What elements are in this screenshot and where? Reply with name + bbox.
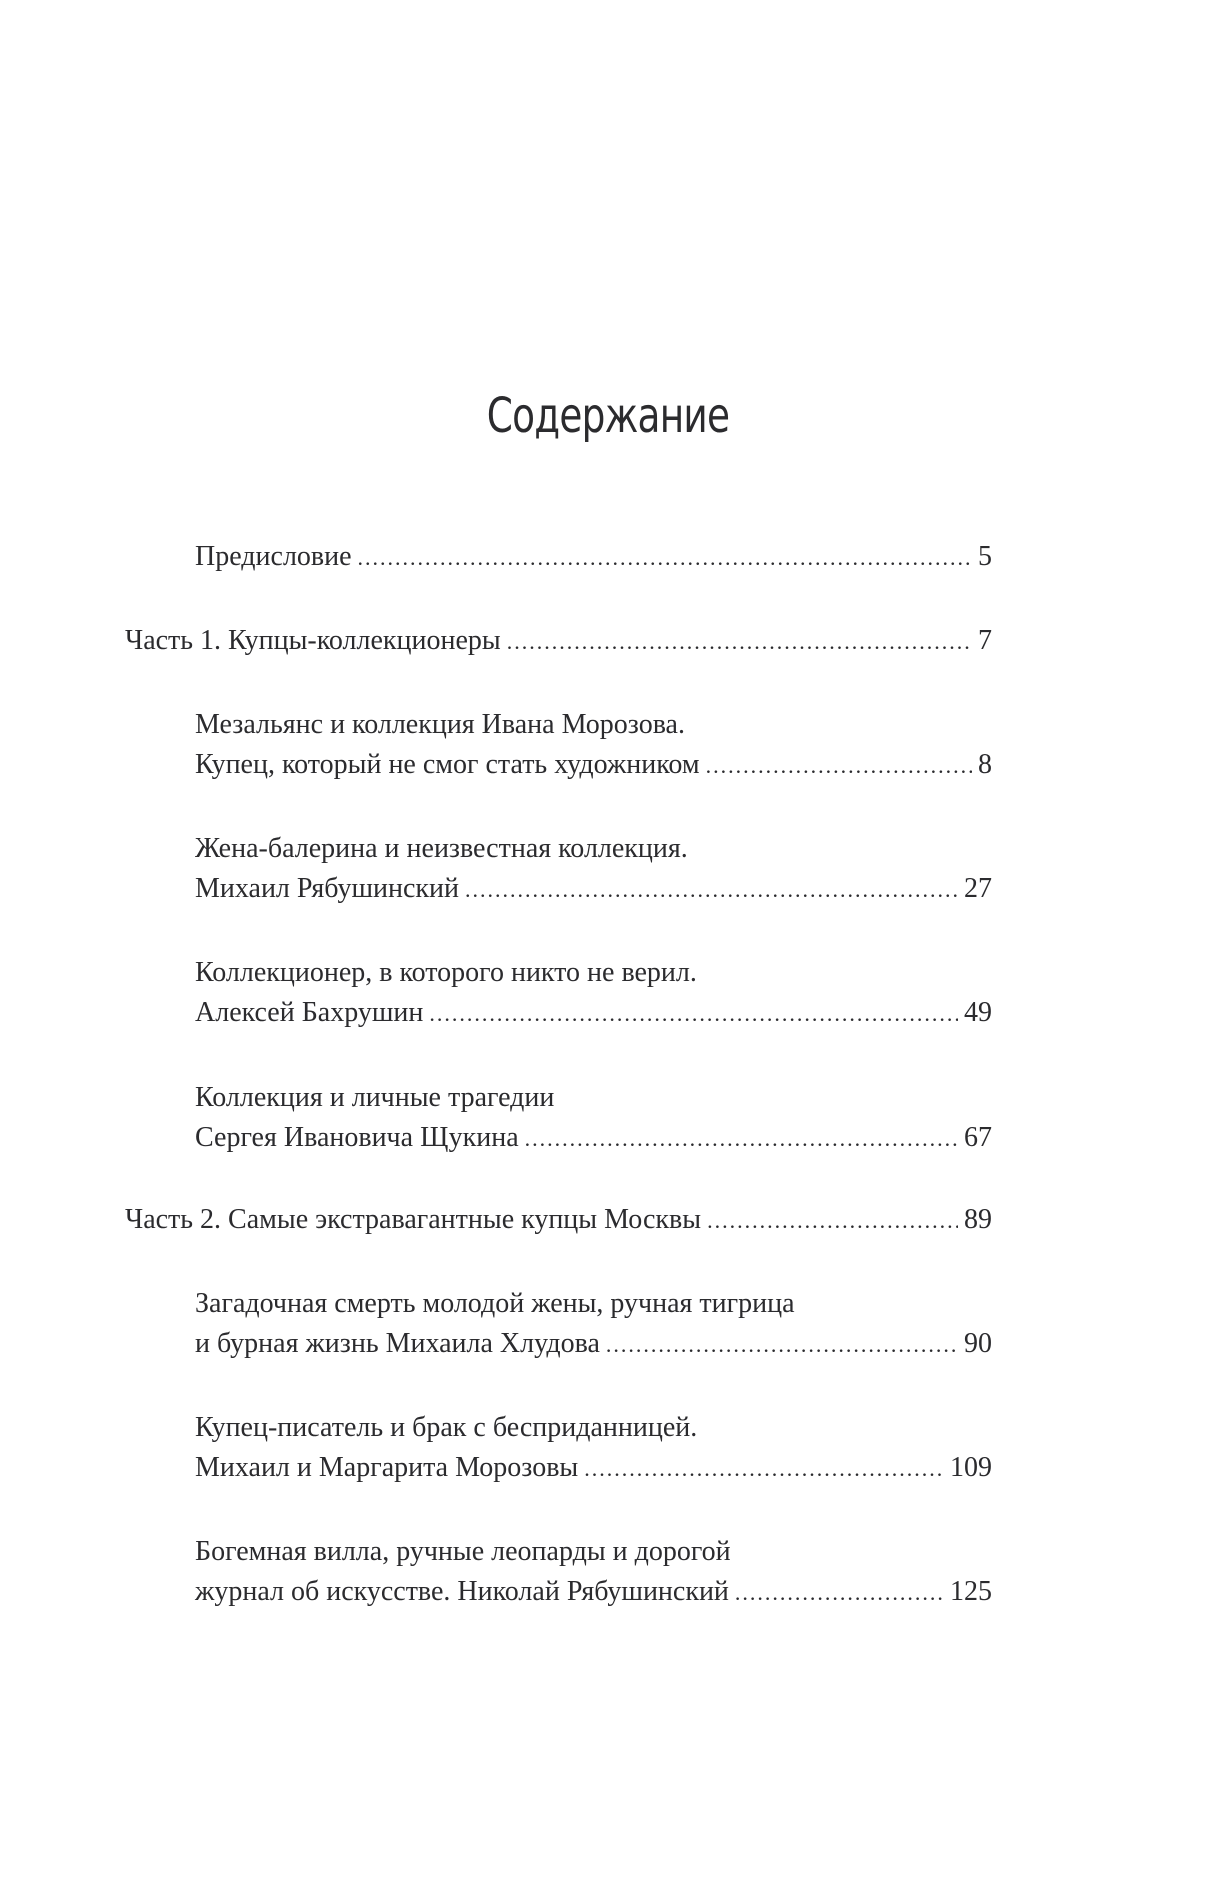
page-number: 109: [950, 1452, 992, 1483]
dot-leader: [707, 1201, 958, 1241]
toc-entry-line: [195, 869, 992, 910]
toc-entry-title: Часть 2. Самые экстравагантные купцы Москвы: [125, 1204, 702, 1235]
toc-entry-morozovy[interactable]: [195, 1408, 992, 1489]
toc-entry-line: [195, 745, 992, 786]
dot-leader: [706, 746, 972, 786]
toc-entry-title-line1: Коллекционер, в которого никто не верил.: [195, 957, 697, 988]
toc-entry-ryabushinsky-nikolai[interactable]: [195, 1532, 992, 1613]
toc-entry-title-line2: Михаил и Маргарита Морозовы: [195, 1452, 579, 1483]
toc-entry-title-line2: Сергея Ивановича Щукина: [195, 1122, 519, 1153]
dot-leader: [358, 538, 972, 578]
toc-entry-bakhrushin[interactable]: [195, 953, 992, 1034]
toc-entry-line: [125, 621, 992, 662]
toc-entry-title-line1: Коллекция и личные трагедии: [195, 1082, 555, 1113]
page-number: 67: [964, 1122, 992, 1153]
page-number: 125: [950, 1576, 992, 1607]
toc-entry-title-line2: Михаил Рябушинский: [195, 873, 459, 904]
toc-entry-title-line1: Купец-писатель и брак с бесприданницей.: [195, 1412, 698, 1443]
dot-leader: [584, 1449, 944, 1489]
toc-entry-preface[interactable]: [195, 537, 992, 578]
toc-entry-title-line2: Купец, который не смог стать художником: [195, 749, 700, 780]
page-number: 7: [978, 625, 992, 656]
toc-entry-line: [195, 1324, 992, 1365]
toc-entry-line: [195, 993, 992, 1034]
dot-leader: [525, 1119, 958, 1159]
toc-entry-title-line2: и бурная жизнь Михаила Хлудова: [195, 1328, 600, 1359]
toc-entry-part-1[interactable]: [125, 621, 992, 662]
page-number: 5: [978, 541, 992, 572]
dot-leader: [429, 994, 958, 1034]
toc-entry-khludov[interactable]: [195, 1284, 992, 1365]
toc-entry-title-line2: журнал об искусстве. Николай Рябушинский: [195, 1576, 729, 1607]
toc-entry-morozov-ivan[interactable]: [195, 705, 992, 786]
dot-leader: [606, 1325, 958, 1365]
toc-entry-line: [195, 1572, 992, 1613]
toc-entry-title-line1: Мезальянс и коллекция Ивана Морозова.: [195, 709, 685, 740]
page-number: 90: [964, 1328, 992, 1359]
dot-leader: [465, 870, 958, 910]
toc-entry-line: [195, 537, 992, 578]
page-title: Содержание: [486, 388, 730, 445]
toc-entry-shchukin[interactable]: [195, 1078, 992, 1159]
toc-entry-title-line1: Загадочная смерть молодой жены, ручная тигрица: [195, 1288, 795, 1319]
toc-entry-title-line2: Алексей Бахрушин: [195, 997, 424, 1028]
toc-entry-part-2[interactable]: [125, 1200, 992, 1241]
dot-leader: [735, 1573, 944, 1613]
toc-entry-line: [195, 1118, 992, 1159]
toc-entry-title: Часть 1. Купцы-коллекционеры: [125, 625, 501, 656]
page-number: 27: [964, 873, 992, 904]
toc-entry-ryabushinsky-mikhail[interactable]: [195, 829, 992, 910]
page-number: 8: [978, 749, 992, 780]
toc-entry-line: [195, 1448, 992, 1489]
page-number: 49: [964, 997, 992, 1028]
toc-entry-title-line1: Жена-балерина и неизвестная коллекция.: [195, 833, 688, 864]
toc-entry-line: [125, 1200, 992, 1241]
toc-entry-title: Предисловие: [195, 541, 352, 572]
dot-leader: [507, 622, 972, 662]
toc-entry-title-line1: Богемная вилла, ручные леопарды и дорогой: [195, 1536, 731, 1567]
page-number: 89: [964, 1204, 992, 1235]
